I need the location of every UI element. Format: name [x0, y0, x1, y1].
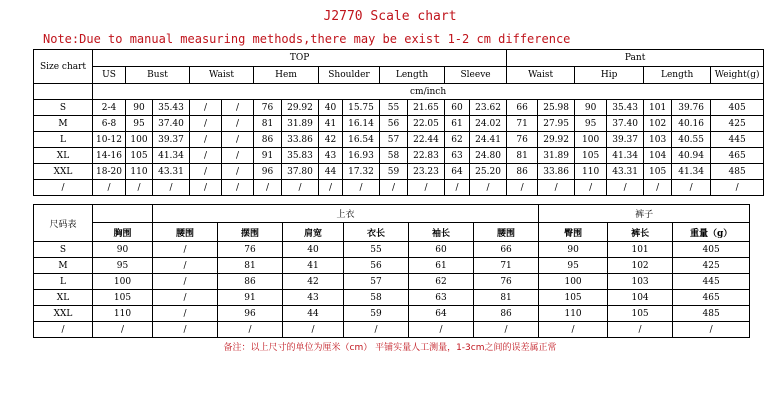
table-cell: / [507, 180, 538, 196]
size-cell: XXL [34, 306, 93, 322]
table-row [34, 100, 764, 116]
table-cell: 14-16 [93, 148, 126, 164]
table-cell: 59 [380, 164, 408, 180]
table-row [34, 132, 764, 148]
table-cell: 100 [93, 274, 153, 290]
table-cell: / [222, 148, 254, 164]
top-header: TOP [93, 50, 507, 67]
table-cell: / [474, 322, 539, 338]
table-cell: 35.43 [153, 100, 190, 116]
table-cell: 95 [93, 258, 153, 274]
table-cell: / [222, 100, 254, 116]
table-cell: 60 [445, 100, 470, 116]
table-cell: 76 [218, 242, 283, 258]
table-cell: 66 [474, 242, 539, 258]
table-cell: 10-12 [93, 132, 126, 148]
chinese-table-body [34, 242, 750, 338]
english-size-table [33, 49, 764, 196]
table-cell: 21.65 [408, 100, 445, 116]
col-waist: Waist [190, 67, 254, 84]
table-cell: 39.76 [672, 100, 711, 116]
table-cell: 57 [344, 274, 409, 290]
table-cell: 90 [575, 100, 607, 116]
table-cell: / [222, 180, 254, 196]
table-cell: 90 [93, 242, 153, 258]
table-cell: 41.34 [672, 164, 711, 180]
table-cell: 31.89 [282, 116, 319, 132]
table-cell: 40.94 [672, 148, 711, 164]
table-cell: 24.80 [470, 148, 507, 164]
table-cell: / [445, 180, 470, 196]
table-row [34, 258, 750, 274]
measurement-note: Note:Due to manual measuring methods,there may be exist 1-2 cm difference [43, 32, 571, 46]
table-cell: 37.80 [282, 164, 319, 180]
table-cell: / [222, 132, 254, 148]
table-cell: 23.23 [408, 164, 445, 180]
table-cell: 18-20 [93, 164, 126, 180]
table-cell: 40 [319, 100, 343, 116]
table-cell: 35.83 [282, 148, 319, 164]
table-cell: / [218, 322, 283, 338]
table-cell: 63 [409, 290, 474, 306]
table-cell: 71 [507, 116, 538, 132]
table-cell: / [343, 180, 380, 196]
table-cell: 56 [380, 116, 408, 132]
table-cell: / [93, 180, 126, 196]
table-cell: 81 [474, 290, 539, 306]
table-cell: 96 [218, 306, 283, 322]
table-cell: 90 [126, 100, 153, 116]
table-cell: 465 [711, 148, 764, 164]
table-cell: 23.62 [470, 100, 507, 116]
table-row [34, 148, 764, 164]
table-cell: 15.75 [343, 100, 380, 116]
table-row [34, 164, 764, 180]
size-cell: / [34, 180, 93, 196]
unit-row: cm/inch [93, 84, 764, 100]
table-cell: 62 [409, 274, 474, 290]
table-cell: / [190, 180, 222, 196]
table-cell: 100 [126, 132, 153, 148]
table-cell: / [93, 322, 153, 338]
table-cell: 39.37 [153, 132, 190, 148]
table-cell: 25.20 [470, 164, 507, 180]
table-cell: 41.34 [153, 148, 190, 164]
table-cell: 40.55 [672, 132, 711, 148]
table-cell: / [319, 180, 343, 196]
col-us: US [93, 67, 126, 84]
cn-col-waist: 腰围 [153, 223, 218, 242]
table-cell: / [283, 322, 344, 338]
table-cell: 40 [283, 242, 344, 258]
table-cell: 81 [507, 148, 538, 164]
col-hip: Hip [575, 67, 644, 84]
table-cell: 86 [507, 164, 538, 180]
size-cell: L [34, 274, 93, 290]
table-cell: / [222, 164, 254, 180]
table-row [34, 274, 750, 290]
table-cell: / [153, 290, 218, 306]
table-cell: 91 [254, 148, 282, 164]
table-cell: 485 [711, 164, 764, 180]
size-cell: L [34, 132, 93, 148]
table-cell: 22.05 [408, 116, 445, 132]
table-row [34, 116, 764, 132]
table-cell: / [408, 180, 445, 196]
table-cell: 61 [445, 116, 470, 132]
table-cell: 110 [93, 306, 153, 322]
size-cell: M [34, 116, 93, 132]
table-cell: 110 [126, 164, 153, 180]
table-cell: 56 [344, 258, 409, 274]
english-table-body [34, 100, 764, 196]
table-cell: 86 [474, 306, 539, 322]
table-cell: 101 [608, 242, 673, 258]
table-cell: 43 [319, 148, 343, 164]
table-cell: 91 [218, 290, 283, 306]
cn-col-hem: 摆围 [218, 223, 283, 242]
col-shoulder: Shoulder [319, 67, 380, 84]
table-cell: 42 [283, 274, 344, 290]
table-cell: 44 [319, 164, 343, 180]
chart-title: J2770 Scale chart [323, 9, 457, 24]
table-cell: 24.41 [470, 132, 507, 148]
table-cell: 43 [283, 290, 344, 306]
chinese-size-table [33, 204, 750, 338]
table-cell: 44 [283, 306, 344, 322]
table-cell: 96 [254, 164, 282, 180]
cn-col-sleeve: 袖长 [409, 223, 474, 242]
table-row [34, 242, 750, 258]
table-cell: / [470, 180, 507, 196]
table-cell: / [672, 180, 711, 196]
table-cell: 22.44 [408, 132, 445, 148]
table-cell: 110 [575, 164, 607, 180]
table-cell: 445 [673, 274, 750, 290]
table-cell: 41.34 [607, 148, 644, 164]
table-cell: 41 [319, 116, 343, 132]
table-cell: 76 [474, 274, 539, 290]
table-row [34, 322, 750, 338]
table-cell: 100 [539, 274, 608, 290]
table-cell: 55 [380, 100, 408, 116]
table-cell: / [190, 116, 222, 132]
table-row [34, 306, 750, 322]
table-cell: 485 [673, 306, 750, 322]
size-chart-label: Size chart [34, 50, 93, 84]
table-cell: 63 [445, 148, 470, 164]
table-cell: 17.32 [343, 164, 380, 180]
table-cell: 81 [218, 258, 283, 274]
table-cell: 43.31 [153, 164, 190, 180]
table-cell: / [538, 180, 575, 196]
table-cell: 58 [380, 148, 408, 164]
col-pant-length: Length [644, 67, 711, 84]
table-cell: / [126, 180, 153, 196]
table-cell: / [190, 148, 222, 164]
table-cell: 445 [711, 132, 764, 148]
table-cell: 105 [93, 290, 153, 306]
table-cell: 105 [608, 306, 673, 322]
table-cell: / [153, 274, 218, 290]
table-cell: / [409, 322, 474, 338]
cn-col-pant-waist: 腰围 [474, 223, 539, 242]
table-cell: / [190, 164, 222, 180]
table-cell: 22.83 [408, 148, 445, 164]
table-cell: 90 [539, 242, 608, 258]
table-cell: 86 [254, 132, 282, 148]
col-bust: Bust [126, 67, 190, 84]
cn-col-pant-length: 裤长 [608, 223, 673, 242]
size-cell: XXL [34, 164, 93, 180]
table-cell: / [153, 258, 218, 274]
table-cell: / [575, 180, 607, 196]
table-cell: 59 [344, 306, 409, 322]
table-cell: 95 [539, 258, 608, 274]
table-cell: 33.86 [538, 164, 575, 180]
table-cell: / [153, 322, 218, 338]
table-cell: / [608, 322, 673, 338]
table-cell: / [607, 180, 644, 196]
cn-size-chart-label: 尺码表 [34, 205, 93, 242]
table-cell: 405 [673, 242, 750, 258]
cn-col-bust: 胸围 [93, 223, 153, 242]
table-cell: 110 [539, 306, 608, 322]
size-cell: XL [34, 148, 93, 164]
table-cell: 81 [254, 116, 282, 132]
table-cell: 105 [539, 290, 608, 306]
table-cell: 105 [575, 148, 607, 164]
size-cell: XL [34, 290, 93, 306]
table-cell: 104 [644, 148, 672, 164]
table-cell: 27.95 [538, 116, 575, 132]
table-cell: / [153, 306, 218, 322]
table-cell: 102 [608, 258, 673, 274]
table-cell: 31.89 [538, 148, 575, 164]
table-cell: 95 [126, 116, 153, 132]
table-cell: / [282, 180, 319, 196]
table-cell: / [380, 180, 408, 196]
table-cell: 100 [575, 132, 607, 148]
table-cell: 16.14 [343, 116, 380, 132]
table-cell: 86 [218, 274, 283, 290]
table-cell: 37.40 [607, 116, 644, 132]
table-cell: 465 [673, 290, 750, 306]
table-cell: 103 [608, 274, 673, 290]
col-hem: Hem [254, 67, 319, 84]
table-cell: 105 [126, 148, 153, 164]
table-cell: / [644, 180, 672, 196]
table-cell: 29.92 [538, 132, 575, 148]
table-cell: 39.37 [607, 132, 644, 148]
table-cell: 55 [344, 242, 409, 258]
table-cell: 16.93 [343, 148, 380, 164]
table-cell: 71 [474, 258, 539, 274]
table-cell: 101 [644, 100, 672, 116]
table-cell: 103 [644, 132, 672, 148]
table-row [34, 290, 750, 306]
table-cell: / [254, 180, 282, 196]
table-cell: 76 [254, 100, 282, 116]
col-sleeve: Sleeve [445, 67, 507, 84]
table-cell: 66 [507, 100, 538, 116]
table-cell: / [222, 116, 254, 132]
table-cell: 60 [409, 242, 474, 258]
table-cell: 76 [507, 132, 538, 148]
table-cell: 64 [445, 164, 470, 180]
table-cell: 425 [673, 258, 750, 274]
table-cell: / [153, 242, 218, 258]
table-cell: 95 [575, 116, 607, 132]
cn-col-length: 衣长 [344, 223, 409, 242]
cn-col-shoulder: 肩宽 [283, 223, 344, 242]
table-cell: 105 [644, 164, 672, 180]
size-cell: S [34, 242, 93, 258]
table-cell: 37.40 [153, 116, 190, 132]
table-cell: 64 [409, 306, 474, 322]
table-cell: 57 [380, 132, 408, 148]
table-cell: 35.43 [607, 100, 644, 116]
table-cell: 2-4 [93, 100, 126, 116]
table-cell: 29.92 [282, 100, 319, 116]
table-cell: 425 [711, 116, 764, 132]
table-cell: / [190, 132, 222, 148]
table-cell: 6-8 [93, 116, 126, 132]
table-cell: / [344, 322, 409, 338]
table-cell: 42 [319, 132, 343, 148]
cn-measurement-note: 备注：以上尺寸的单位为厘米（cm） 平铺实量人工测量，1-3cm之间的误差属正常 [223, 343, 557, 353]
table-cell: 102 [644, 116, 672, 132]
table-cell: 61 [409, 258, 474, 274]
table-cell: / [153, 180, 190, 196]
table-cell: 43.31 [607, 164, 644, 180]
table-cell: 25.98 [538, 100, 575, 116]
col-length: Length [380, 67, 445, 84]
table-cell: 33.86 [282, 132, 319, 148]
size-cell: M [34, 258, 93, 274]
table-cell: / [539, 322, 608, 338]
cn-col-hip: 臀围 [539, 223, 608, 242]
cn-top-header: 上衣 [153, 205, 539, 223]
table-cell: / [673, 322, 750, 338]
table-cell: / [711, 180, 764, 196]
table-cell: / [190, 100, 222, 116]
cn-col-weight: 重量（g） [673, 223, 750, 242]
pant-header: Pant [507, 50, 764, 67]
table-cell: 58 [344, 290, 409, 306]
table-cell: 40.16 [672, 116, 711, 132]
table-cell: 16.54 [343, 132, 380, 148]
table-cell: 24.02 [470, 116, 507, 132]
size-cell: / [34, 322, 93, 338]
size-cell: S [34, 100, 93, 116]
table-row [34, 180, 764, 196]
col-weight: Weight(g) [711, 67, 764, 84]
table-cell: 405 [711, 100, 764, 116]
table-cell: 62 [445, 132, 470, 148]
cn-pant-header: 裤子 [539, 205, 750, 223]
table-cell: 41 [283, 258, 344, 274]
col-pant-waist: Waist [507, 67, 575, 84]
table-cell: 104 [608, 290, 673, 306]
